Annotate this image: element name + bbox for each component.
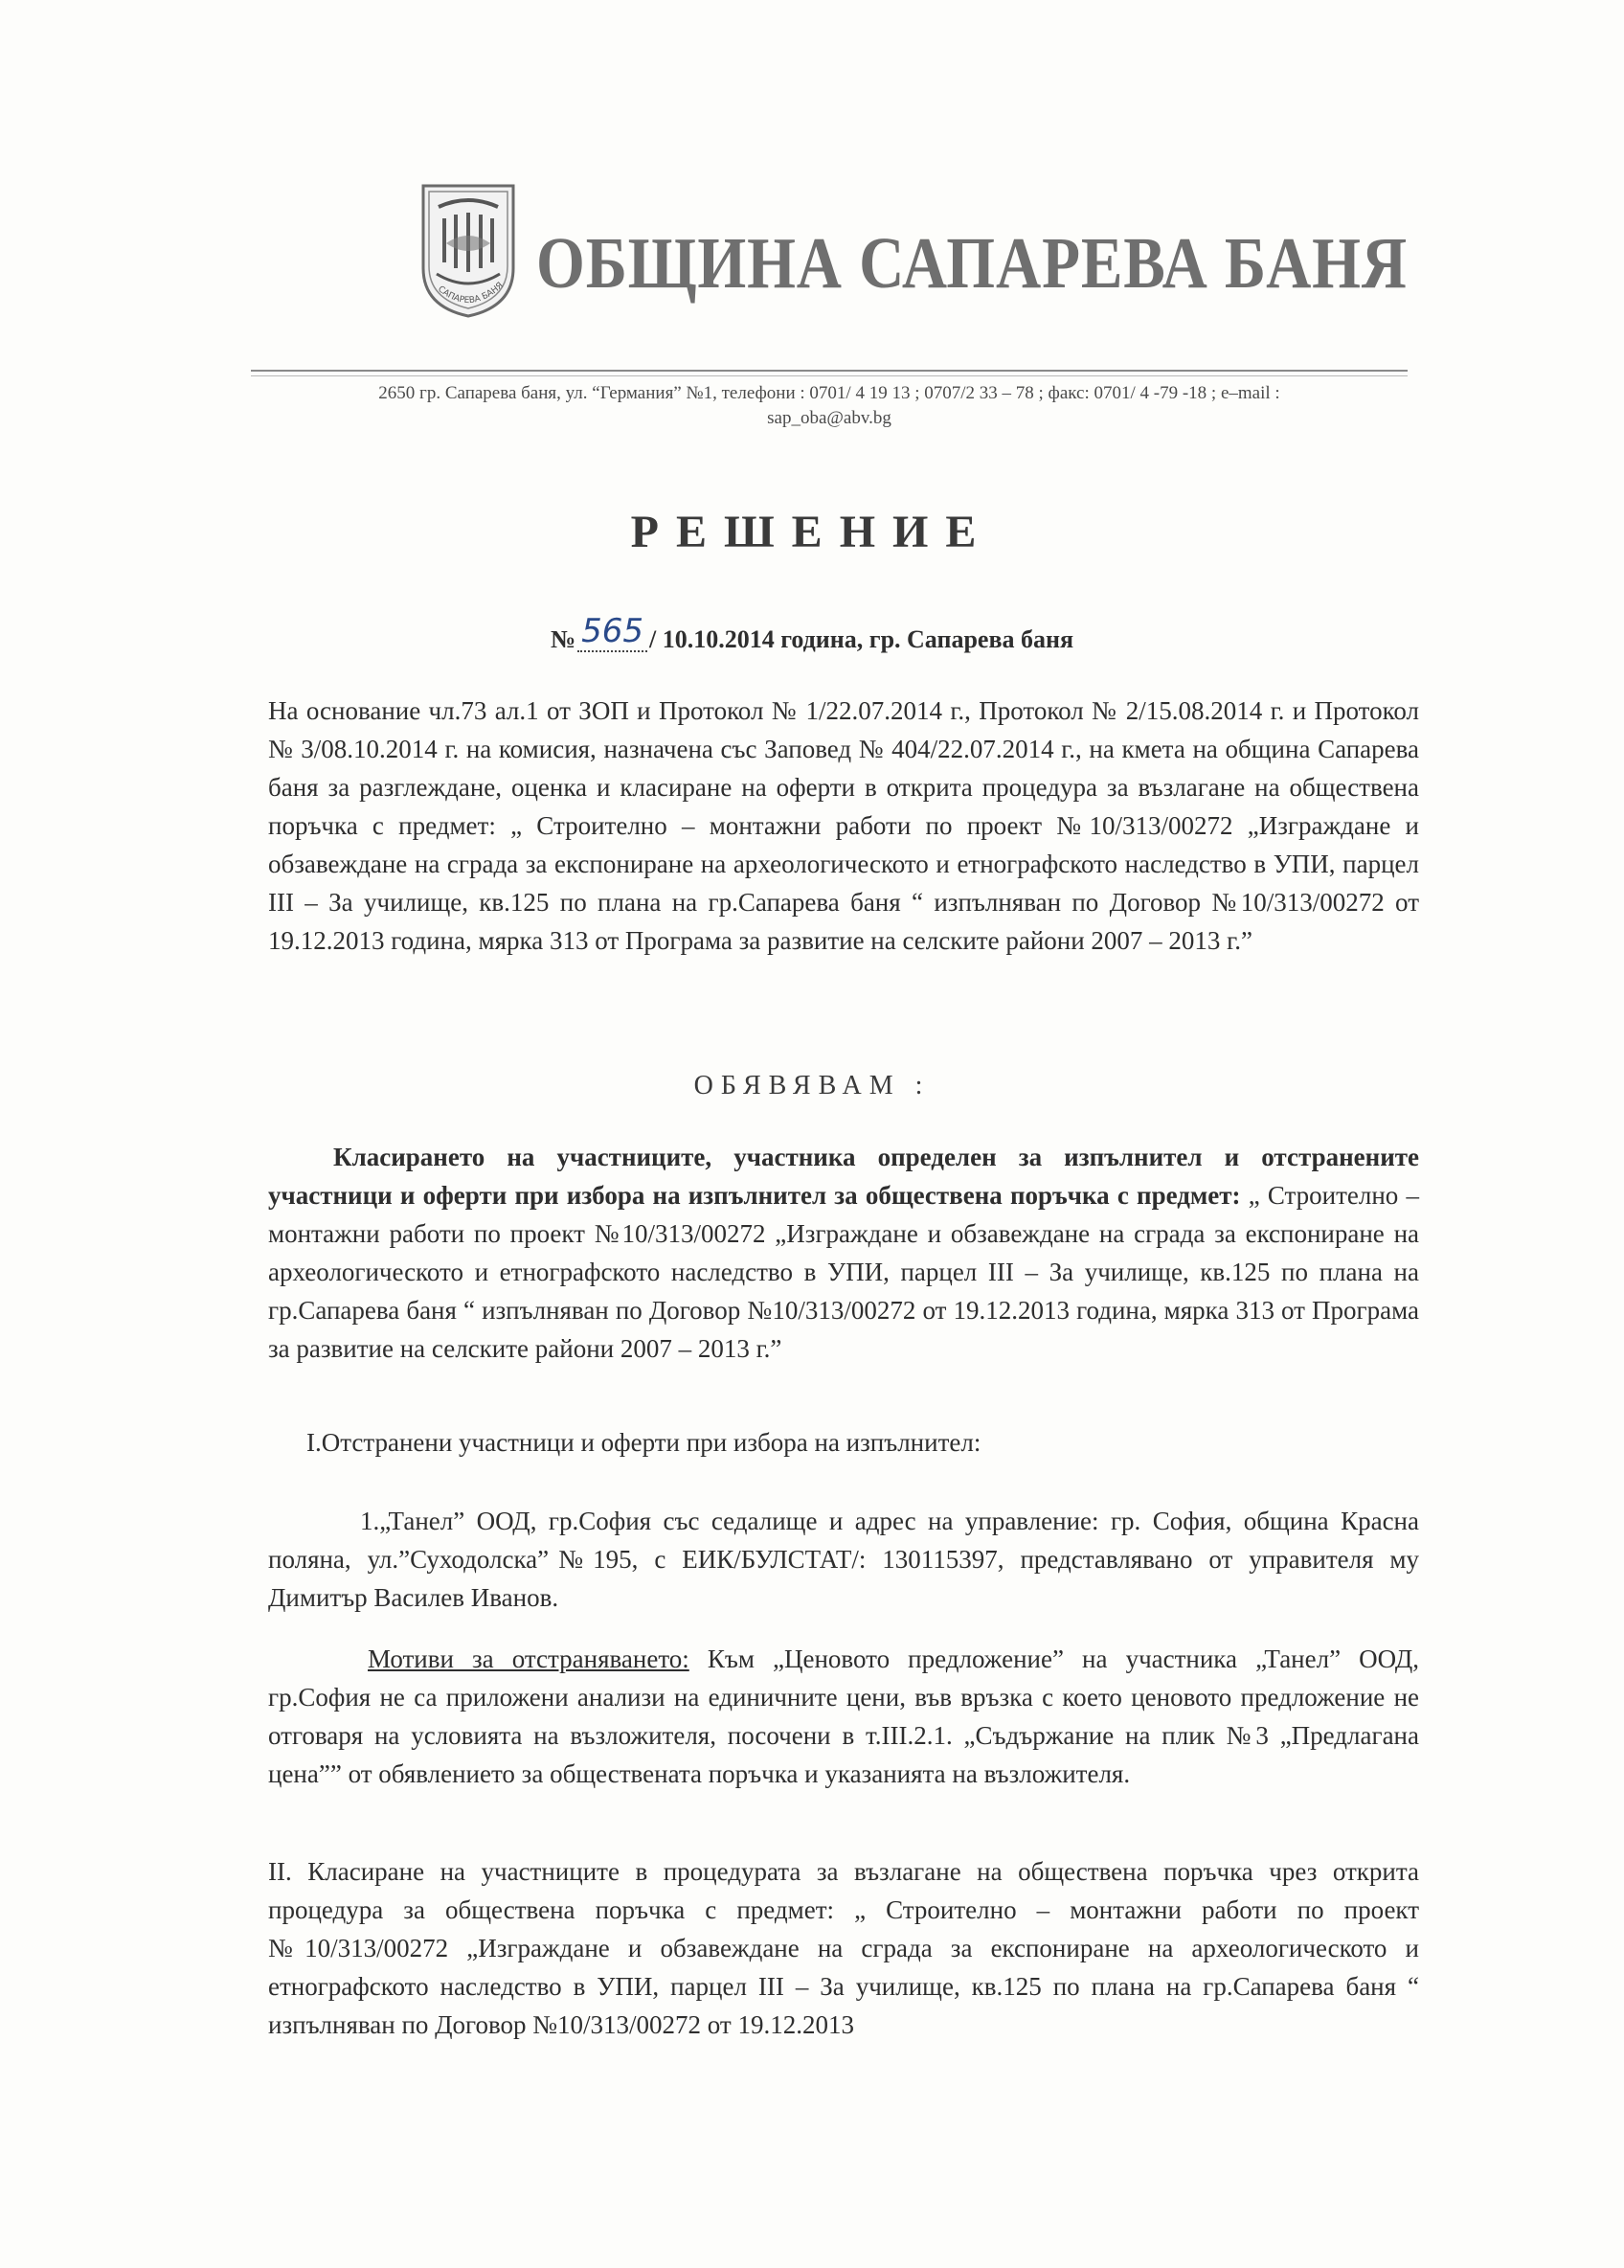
organization-address: [251, 381, 1408, 431]
classification-text: „ Строително – монтажни работи по проект №10/313/00272 „Изграждане и обзавеждане на сграда за експониране на археологическото и етнографското наследство в УПИ, парцел III – За училище, кв.125 по плана на гр.Сапарева баня “ изпълняван по Договор №10/313/00272 от 19.12.2013 година, мярка 313 от Програма за развитие на селските райони 2007 – 2013 г.”: [268, 1181, 1419, 1363]
section-2-paragraph: II. Класиране на участниците в процедурата за възлагане на обществена поръчка чрез открита процедура за обществена поръчка с предмет: „ Строително – монтажни работи по проект №10/313/00272 „Изграждане и обзавеждане на сграда за експониране на археологическото и етнографското наследство в УПИ, парцел III – За училище, кв.125 по плана на гр.Сапарева баня “ изпълняван по Договор №10/313/00272 от 19.12.2013: [268, 1857, 1419, 2039]
document-title: РЕШЕНИЕ: [630, 507, 994, 557]
exclusion-motive-paragraph: [268, 1640, 1419, 1793]
address-line-1: 2650 гр. Сапарева баня, ул. “Германия” №1, телефони : 0701/ 4 19 13 ; 0707/2 33 – 78 ; факс: 0701/ 4 -79 -18 ; e–mail :: [378, 383, 1280, 403]
intro-paragraph: На основание чл.73 ал.1 от ЗОП и Протокол № 1/22.07.2014 г., Протокол № 2/15.08.2014 г. и Протокол № 3/08.10.2014 г. на комисия, назначена със Заповед № 404/22.07.2014 г., на кмета на община Сапарева баня за разглеждане, оценка и класиране на оферти в открита процедура за възлагане на обществена поръчка с предмет: „ Строително – монтажни работи по проект №10/313/00272 „Изграждане и обзавеждане на сграда за експониране на археологическото и етнографското наследство в УПИ, парцел III – За училище, кв.125 по плана на гр.Сапарева баня “ изпълняван по Договор №10/313/00272 от 19.12.2013 година, мярка 313 от Програма за развитие на селските райони 2007 – 2013 г.”: [268, 696, 1419, 955]
municipality-coat-of-arms-icon: [417, 180, 519, 320]
section-1-heading: I.Отстранени участници и оферти при избора на изпълнител:: [306, 1428, 981, 1457]
address-email: sap_oba@abv.bg: [767, 408, 891, 428]
header-divider-thin: [251, 375, 1408, 376]
organization-name: ОБЩИНА САПАРЕВА БАНЯ: [536, 223, 1408, 304]
declare-heading: ОБЯВЯВАМ :: [693, 1071, 931, 1100]
decision-number: [0, 612, 1624, 658]
number-date-place: / 10.10.2014 година, гр. Сапарева баня: [649, 625, 1074, 653]
svg-text:САПАРЕВА БАНЯ: САПАРЕВА БАНЯ: [436, 281, 506, 306]
motive-label: Мотиви за отстраняването:: [368, 1644, 689, 1673]
motive-text: Към „Ценовото предложение” на участника „Танел” ООД, гр.София не са приложени анализи на единичните цени, във връзка с което ценовото предложение не отговаря на условията на възложителя, посочени в т.III.2.1. „Съдържание на плик №3 „Предлагана цена”” от обявлението за обществената поръчка и указанията на възложителя.: [268, 1644, 1419, 1788]
excluded-participant-1: 1.„Танел” ООД, гр.София със седалище и адрес на управление: гр. София, община Красна поляна, ул.”Суходолска”№195, с ЕИК/БУЛСТАТ/: 130115397, представлявано от управителя му Димитър Василев Иванов.: [268, 1507, 1419, 1612]
classification-bold-text: Класирането на участниците, участника определен за изпълнител и отстранените участници и оферти при избора на изпълнител за обществена поръчка с предмет:: [268, 1143, 1419, 1210]
number-prefix: №: [550, 625, 576, 653]
handwritten-number: 565: [577, 612, 647, 652]
classification-paragraph: [268, 1138, 1419, 1368]
header-divider: [251, 370, 1408, 372]
